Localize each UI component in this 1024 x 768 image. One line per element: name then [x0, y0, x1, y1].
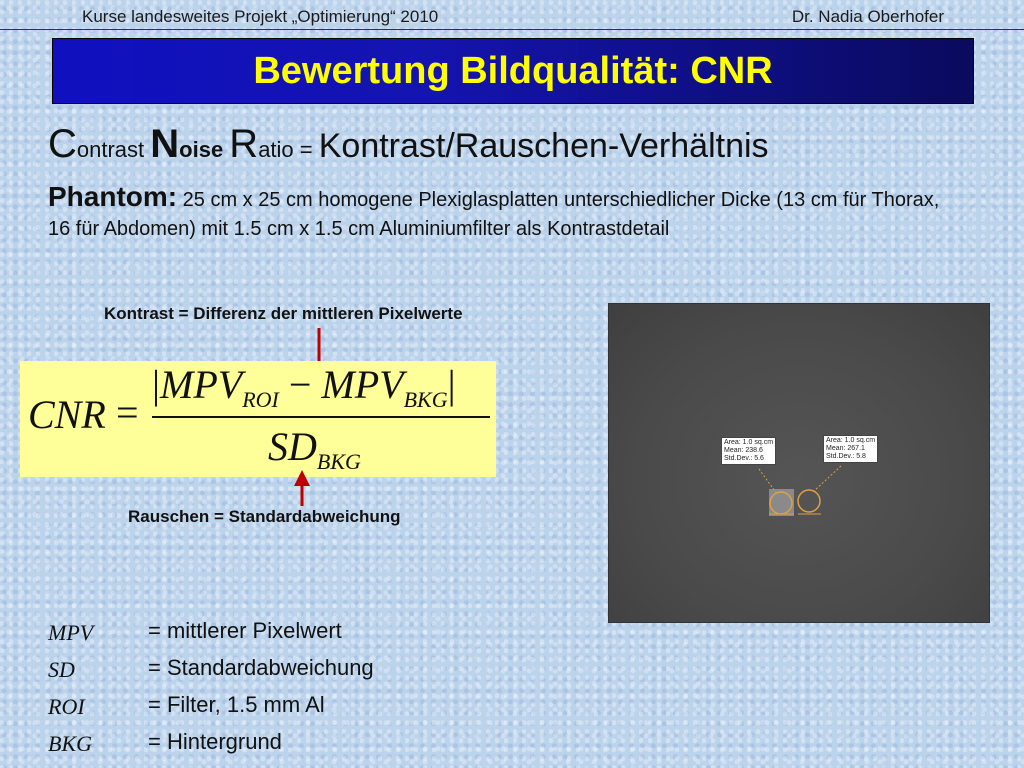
word-ontrast: ontrast [76, 137, 151, 162]
sub-bkg: BKG [403, 387, 448, 412]
legend-value: = Hintergrund [148, 729, 282, 754]
phantom-description [48, 182, 948, 244]
formula-denominator [268, 423, 361, 475]
mpv-roi: MPV [160, 362, 243, 407]
roi-bkg-area: Area: 1.0 sq.cm [826, 437, 876, 444]
roi-overlay [609, 304, 989, 622]
letter-n: N [150, 122, 180, 166]
legend-value: = Standardabweichung [148, 655, 374, 680]
noise-arrow [292, 470, 312, 506]
roi-bkg-sd: Std.Dev.: 5.8 [826, 453, 866, 460]
header-course: Kurse landesweites Projekt „Optimierung“ 2010 [82, 7, 439, 26]
roi-filter-sd: Std.Dev.: 5.6 [724, 455, 764, 462]
roi-filter-mean: Mean: 238.6 [724, 447, 763, 454]
title-banner [52, 38, 974, 104]
cnr-formula [20, 361, 496, 477]
sub-roi: ROI [242, 387, 279, 412]
letter-c: C [48, 122, 77, 166]
noise-annotation: Rauschen = Standardabweichung [128, 507, 401, 526]
header-divider [0, 29, 1024, 30]
sub-den-bkg: BKG [316, 449, 361, 474]
letter-r: R [229, 122, 259, 166]
roi-bkg-mean: Mean: 267.1 [826, 445, 865, 452]
word-atio: atio = [258, 137, 319, 162]
roi-filter-area: Area: 1.0 sq.cm [724, 439, 774, 446]
legend-key: MPV [48, 620, 94, 645]
phantom-xray-image [608, 303, 990, 623]
phantom-label: Phantom: [48, 181, 178, 212]
legend-key: BKG [48, 731, 92, 756]
slide-header [0, 0, 1024, 30]
contrast-annotation: Kontrast = Differenz der mittleren Pixelwerte [104, 304, 463, 323]
header-author: Dr. Nadia Oberhofer [791, 7, 944, 26]
legend-value: = Filter, 1.5 mm Al [148, 692, 325, 717]
definition-german: Kontrast/Rauschen-Verhältnis [318, 127, 769, 165]
legend-key: SD [48, 657, 75, 682]
abs-close: | [447, 362, 456, 407]
formula-equals: = [116, 390, 139, 435]
formula-lhs: CNR [28, 392, 106, 437]
slide-title: Bewertung Bildqualität: CNR [253, 49, 773, 92]
mpv-bkg: MPV [321, 362, 404, 407]
sd-symbol: SD [268, 424, 317, 469]
legend-value: = mittlerer Pixelwert [148, 618, 342, 643]
word-oise: oise [179, 137, 230, 162]
cnr-definition [48, 122, 769, 167]
minus-sign: − [278, 362, 322, 407]
abs-open: | [152, 362, 161, 407]
legend-key: ROI [48, 694, 85, 719]
phantom-text: 25 cm x 25 cm homogene Plexiglasplatten unterschiedlicher Dicke (13 cm für Thorax, 16 für Abdomen) mit 1.5 cm x 1.5 cm Aluminiumfilter als Kontrastdetail [48, 189, 940, 240]
fraction-bar [152, 416, 490, 418]
formula-numerator [152, 361, 456, 413]
